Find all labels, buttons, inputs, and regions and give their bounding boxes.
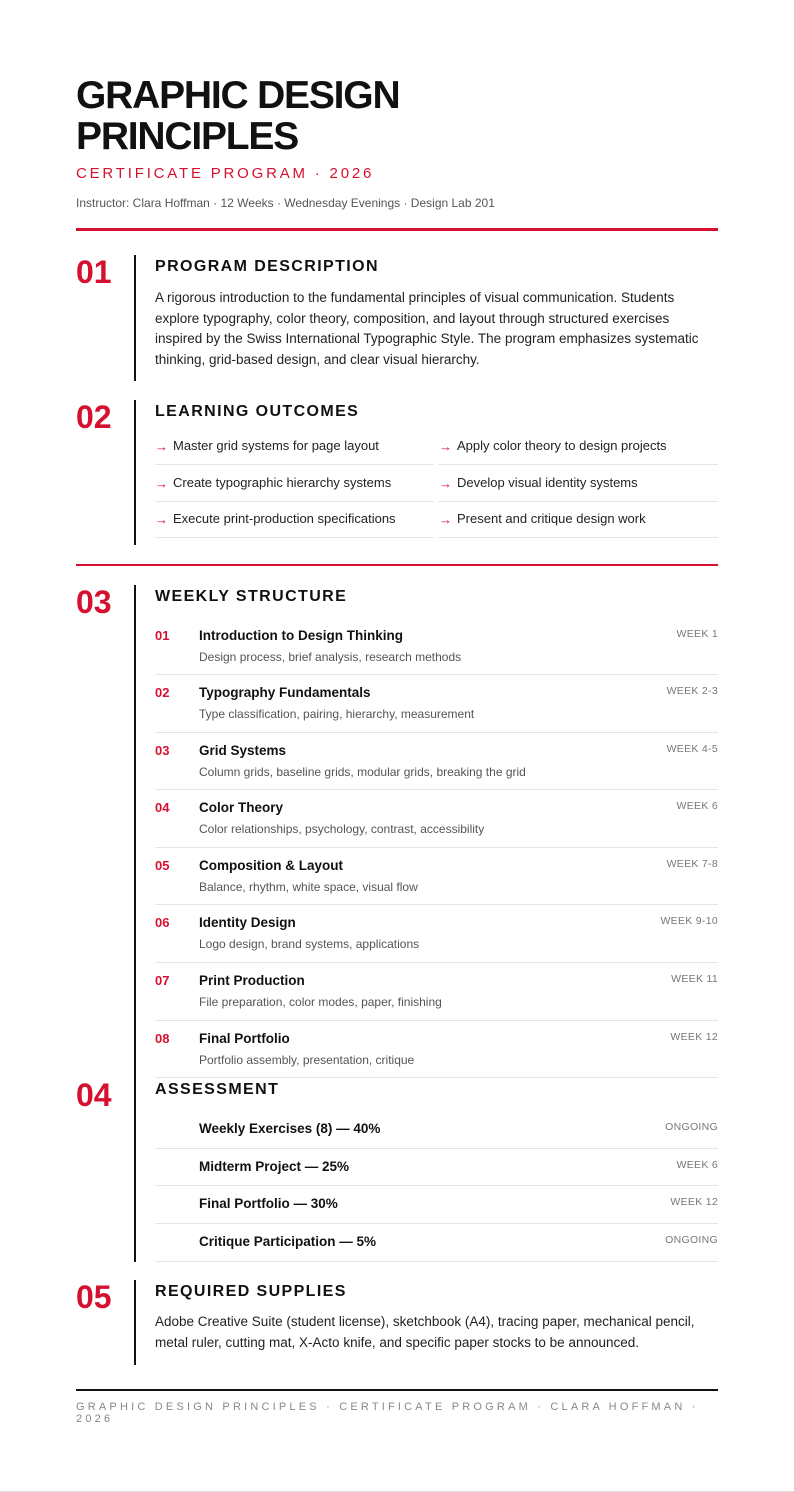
section-title-supplies: REQUIRED SUPPLIES [155, 1283, 347, 1300]
week-row-number: 08 [155, 1031, 170, 1046]
arrow-right-icon: → [155, 439, 168, 454]
section-number-description: 01 [76, 254, 112, 290]
arrow-right-icon: → [155, 512, 168, 527]
outcome-item [439, 469, 718, 502]
outcome-text: Execute print-production specifications [173, 511, 396, 526]
week-row-tag: WEEK 4-5 [666, 743, 718, 755]
outcome-item [439, 505, 718, 538]
week-row-tag: WEEK 9-10 [660, 915, 718, 927]
week-row [155, 676, 718, 733]
footer-text: GRAPHIC DESIGN PRINCIPLES · CERTIFICATE PROGRAM · CLARA HOFFMAN · 2026 [76, 1401, 699, 1425]
outcome-item [439, 432, 718, 465]
week-row-title: Print Production [199, 973, 305, 988]
week-row-tag: WEEK 2-3 [666, 685, 718, 697]
document-title [76, 75, 399, 157]
outcome-item [155, 432, 434, 465]
assessment-item: Weekly Exercises (8) — 40% [199, 1121, 381, 1136]
week-row-tag: WEEK 7-8 [666, 858, 718, 870]
week-row-description: Type classification, pairing, hierarchy, measurement [199, 707, 475, 721]
week-row-tag: WEEK 1 [676, 628, 718, 640]
document-meta: Instructor: Clara Hoffman · 12 Weeks · Wednesday Evenings · Design Lab 201 [76, 196, 495, 210]
week-row-description: Balance, rhythm, white space, visual flow [199, 880, 418, 894]
section-title-outcomes: LEARNING OUTCOMES [155, 403, 360, 420]
assessment-tag: ONGOING [665, 1234, 718, 1246]
arrow-right-icon: → [439, 476, 452, 491]
section-title-description: PROGRAM DESCRIPTION [155, 258, 379, 275]
section-rule-description [134, 255, 136, 381]
section-rule-weekly-assessment [134, 585, 136, 1262]
week-row-title: Grid Systems [199, 743, 287, 758]
outcome-text: Master grid systems for page layout [173, 438, 379, 453]
footer-divider [76, 1389, 718, 1391]
supplies-text: Adobe Creative Suite (student license), sketchbook (A4), tracing paper, mechanical pencil, metal ruler, cutting mat, X-Acto knife, and specific paper stocks to be announced. [155, 1314, 695, 1350]
outcome-text: Apply color theory to design projects [457, 438, 667, 453]
section-rule-supplies [134, 1280, 136, 1365]
week-row-number: 02 [155, 685, 170, 700]
week-row-number: 06 [155, 915, 170, 930]
assessment-tag: WEEK 12 [670, 1196, 718, 1208]
week-row-number: 03 [155, 743, 170, 758]
week-row-number: 04 [155, 800, 170, 815]
section-divider [76, 564, 718, 566]
course-document [76, 0, 718, 1492]
week-row-description: Column grids, baseline grids, modular grids, breaking the grid [199, 765, 526, 779]
document-subtitle: CERTIFICATE PROGRAM · 2026 [76, 165, 375, 182]
assessment-tag: ONGOING [665, 1121, 718, 1133]
section-rule-outcomes [134, 400, 136, 545]
week-row-number: 07 [155, 973, 170, 988]
assessment-row [155, 1110, 718, 1149]
week-row-title: Final Portfolio [199, 1031, 290, 1046]
outcome-item [155, 505, 434, 538]
week-row [155, 791, 718, 848]
outcome-text: Present and critique design work [457, 511, 646, 526]
week-row-tag: WEEK 11 [671, 973, 718, 985]
assessment-item: Midterm Project — 25% [199, 1159, 350, 1174]
title-line-1: GRAPHIC DESIGN [76, 74, 400, 117]
week-row [155, 734, 718, 790]
week-row-number: 05 [155, 858, 170, 873]
week-row-description: Design process, brief analysis, research methods [199, 650, 462, 664]
section-number-supplies: 05 [76, 1279, 112, 1315]
assessment-item: Final Portfolio — 30% [199, 1196, 338, 1211]
week-row-title: Introduction to Design Thinking [199, 628, 403, 643]
section-number-outcomes: 02 [76, 399, 112, 435]
week-row-description: Logo design, brand systems, applications [199, 937, 420, 951]
header-divider [76, 228, 718, 231]
week-row-title: Identity Design [199, 915, 296, 930]
week-row-title: Typography Fundamentals [199, 685, 371, 700]
assessment-row [155, 1148, 718, 1186]
arrow-right-icon: → [439, 439, 452, 454]
week-row-description: Portfolio assembly, presentation, critique [199, 1053, 415, 1067]
assessment-row [155, 1223, 718, 1262]
week-row-number: 01 [155, 628, 170, 643]
assessment-row [155, 1185, 718, 1224]
week-row [155, 849, 718, 905]
outcome-item [155, 469, 434, 502]
section-number-weekly: 03 [76, 584, 112, 620]
week-row-title: Color Theory [199, 800, 284, 815]
week-row [155, 619, 718, 675]
week-row [155, 1022, 718, 1078]
arrow-right-icon: → [155, 476, 168, 491]
title-line-2: PRINCIPLES [76, 115, 299, 158]
week-row-tag: WEEK 12 [670, 1031, 718, 1043]
week-row [155, 964, 718, 1021]
section-title-assessment: ASSESSMENT [155, 1081, 280, 1098]
arrow-right-icon: → [439, 512, 452, 527]
assessment-tag: WEEK 6 [676, 1159, 718, 1171]
section-title-weekly: WEEKLY STRUCTURE [155, 588, 348, 605]
section-number-assessment: 04 [76, 1077, 112, 1113]
week-row-description: Color relationships, psychology, contrast, accessibility [199, 822, 485, 836]
week-row-title: Composition & Layout [199, 858, 343, 873]
week-row-tag: WEEK 6 [676, 800, 718, 812]
week-row-description: File preparation, color modes, paper, finishing [199, 995, 442, 1009]
description-text: A rigorous introduction to the fundamental principles of visual communication. Students explore typography, color theory, composition, and layout through structured exercises inspired by the Swiss International Typographic Style. The program emphasizes systematic thinking, grid-based design, and clear visual hierarchy. [155, 290, 699, 367]
outcome-text: Develop visual identity systems [457, 475, 638, 490]
assessment-item: Critique Participation — 5% [199, 1234, 377, 1249]
outcome-text: Create typographic hierarchy systems [173, 475, 392, 490]
week-row [155, 906, 718, 963]
